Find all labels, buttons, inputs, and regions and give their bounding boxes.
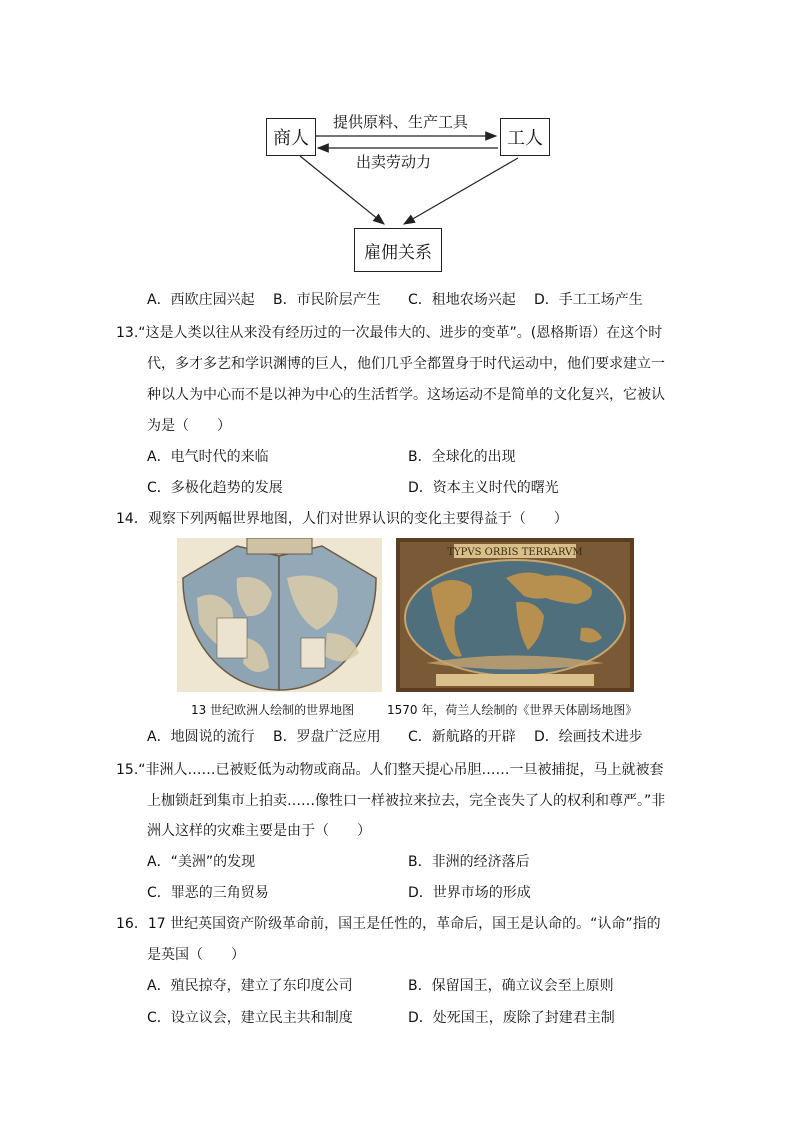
merchant-box: 商人 [266, 118, 316, 156]
q13-stem-line-3: 种以人为中心而不是以神为中心的生活哲学。这场运动不是简单的文化复兴，它被认 [147, 387, 665, 403]
q13-stem-line-1: 13.“这是人类以往从来没有经历过的一次最伟大的、进步的变革”。(恩格斯语）在这个时 [116, 325, 663, 341]
q15-option-c: C．罪恶的三角贸易 [147, 885, 269, 901]
q15-stem-line-1: 15.“非洲人……已被贬低为动物或商品。人们整天提心吊胆……一旦被捕捉，马上就被套 [116, 762, 664, 778]
q15-option-b: B．非洲的经济落后 [408, 854, 530, 870]
top-arrow-label: 提供原料、生产工具 [333, 113, 469, 131]
q16-option-a: A．殖民掠夺，建立了东印度公司 [147, 978, 353, 994]
q13-option-d: D．资本主义时代的曙光 [408, 480, 559, 496]
q13-stem-line-2: 代，多才多艺和学识渊博的巨人，他们几乎全都置身于时代运动中，他们要求建立一 [147, 356, 665, 372]
q15-option-a: A．“美洲”的发现 [147, 854, 256, 870]
q13-option-c: C．多极化趋势的发展 [147, 480, 283, 496]
q15-option-d: D．世界市场的形成 [408, 885, 531, 901]
q15-stem-line-2: 上枷锁赶到集市上拍卖……像牲口一样被拉来拉去，完全丧失了人的权利和尊严。”非 [147, 793, 666, 809]
bottom-arrow-label: 出卖劳动力 [356, 153, 432, 171]
right-map-caption: 1570 年，荷兰人绘制的《世界天体剧场地图》 [387, 703, 638, 717]
q16-option-c: C．设立议会，建立民主共和制度 [147, 1010, 353, 1026]
q14-option-c: C．新航路的开辟 [408, 729, 516, 745]
q13-stem-line-4: 为是（ ） [147, 418, 231, 434]
ortelius-world-map [396, 538, 634, 692]
q12-option-b: B．市民阶层产生 [273, 292, 381, 308]
q14-stem: 14．观察下列两幅世界地图，人们对世界认识的变化主要得益于（ ） [116, 511, 568, 527]
q14-option-a: A．地圆说的流行 [147, 729, 255, 745]
q14-option-d: D．绘画技术进步 [534, 729, 643, 745]
map-title-text: TYPVS ORBIS TERRARVM [447, 547, 583, 558]
left-map-caption: 13 世纪欧洲人绘制的世界地图 [191, 703, 355, 717]
q16-option-b: B．保留国王，确立议会至上原则 [408, 978, 614, 994]
q15-stem-line-3: 洲人这样的灾难主要是由于（ ） [147, 823, 371, 839]
q16-option-d: D．处死国王，废除了封建君主制 [408, 1010, 615, 1026]
q12-option-d: D．手工工场产生 [534, 292, 643, 308]
medieval-world-map [177, 538, 382, 692]
q12-option-a: A．西欧庄园兴起 [147, 292, 255, 308]
q13-option-b: B．全球化的出现 [408, 449, 516, 465]
q14-option-b: B．罗盘广泛应用 [273, 729, 381, 745]
q16-stem-line-2: 是英国（ ） [147, 947, 245, 963]
q16-stem-line-1: 16．17 世纪英国资产阶级革命前，国王是任性的，革命后，国王是认命的。“认命”指的 [116, 916, 661, 932]
q12-option-c: C．租地农场兴起 [408, 292, 516, 308]
employment-relation-box: 雇佣关系 [354, 228, 442, 272]
q13-option-a: A．电气时代的来临 [147, 449, 269, 465]
worker-box: 工人 [500, 118, 550, 156]
